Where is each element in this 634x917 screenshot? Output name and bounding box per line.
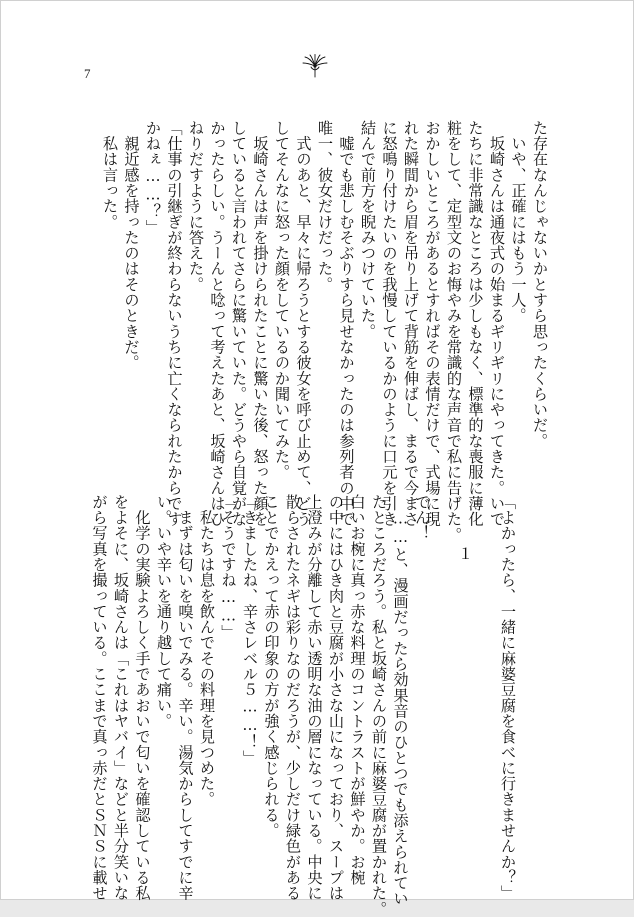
text-line: 坂崎さんは声を掛けられたことに驚いた後、怒った顔を [251, 120, 270, 527]
text-line: ……と、漫画だったら効果音のひとつでも添えられてい [391, 494, 410, 907]
text-line: 親近感を持ったのはそのときだ。 [122, 120, 141, 371]
text-line: 上澄みが分離して赤い透明な油の層になっている。中央に [305, 494, 324, 901]
text-line: かったらしい。うーんと唸って考えたあと、坂崎さんはひ [208, 120, 227, 527]
text-line: たちに非常識なところは少しもなく、標準的な喪服に薄化 [466, 120, 485, 527]
text-line: 式のあと、早々に帰ろうとする彼女を呼び止めて、どう [294, 120, 313, 527]
text-line: してそんなに怒った顔をしているのか聞いてみた。 [273, 120, 291, 480]
text-line: 私は言った。 [101, 120, 119, 230]
text-line: 「そうですね……」 [219, 494, 238, 641]
text-line: いや、正確にはもう一人。 [509, 120, 528, 324]
page-number: 7 [84, 66, 91, 81]
text-line: 化学の実験よろしく手であおいで匂いを確認している私 [133, 494, 152, 901]
text-line: 「きましたね、辛さレベル５……！」 [241, 494, 259, 766]
text-line: をよそに、坂崎さんは「これはヤバイ」などと半分笑いな [112, 494, 130, 901]
spider-lily-icon [302, 54, 328, 78]
text-line: ねりだすように答えた。 [187, 120, 205, 293]
chapter-heading: １ [456, 546, 474, 562]
text-line: 私たちは息を飲んでその料理を見つめた。 [198, 494, 216, 807]
text-line: た存在なんじゃないかとすら思ったくらいだ。 [531, 120, 549, 449]
text-line: の中にはひき肉と豆腐が小さな山になっており、スープは [327, 494, 345, 901]
text-line: おかしいところがあるとすればその表情だけで、式場に現 [423, 120, 442, 527]
text-line: 散らされたネギは彩りなのだろうが、少しだけ緑色がある [284, 494, 302, 901]
text-line: い。いや辛いを通り越して痛い。 [155, 494, 173, 729]
text-line: 白いお椀に真っ赤な料理のコントラストが鮮やか。お椀 [348, 494, 367, 886]
text-line: 坂崎さんは通夜式の始まるギリギリにやってきた。いで [488, 120, 506, 527]
text-line [475, 494, 497, 844]
text-line: れた瞬間から眉を吊り上げて背筋を伸ばし、まるで今まさ [402, 120, 420, 527]
text-line: 粧をして、定型文のお悔やみを常識的な声音で私に告げた。 [445, 120, 463, 543]
text-line [432, 494, 454, 844]
text-line: 結んで前方を睨みつけていた。 [359, 120, 377, 340]
lower-text-block [88, 494, 518, 917]
text-line: でん！ [413, 494, 431, 541]
text-line: ことでかえって赤の印象の方が強く感じられる。 [262, 494, 281, 839]
text-line: 嘘でも悲しむそぶりすら見せなかったのは参列者の中で [337, 120, 356, 527]
text-line: かねぇ……？」 [144, 120, 162, 236]
text-line: していると言われてさらに驚いていた。どうやら自覚がな [230, 120, 248, 527]
text-line: がら写真を撮っている。ここまで真っ赤だとＳＮＳに載せ [90, 494, 109, 901]
text-line: たところだろう。私と坂崎さんの前に麻婆豆腐が置かれた。 [370, 494, 388, 917]
text-line: まずは匂いを嗅いでみる。辛い。湯気からしてすでに辛 [176, 494, 195, 901]
text-line: 「仕事の引継ぎが終わらないうちに亡くなられたからです [165, 120, 184, 527]
text-line: に怒鳴り付けたいのを我慢しているかのように口元を引き [380, 120, 399, 527]
text-line: 「よかったら、一緒に麻婆豆腐を食べに行きませんか？」 [499, 494, 517, 901]
text-line: 唯一、彼女だけだった。 [316, 120, 334, 293]
